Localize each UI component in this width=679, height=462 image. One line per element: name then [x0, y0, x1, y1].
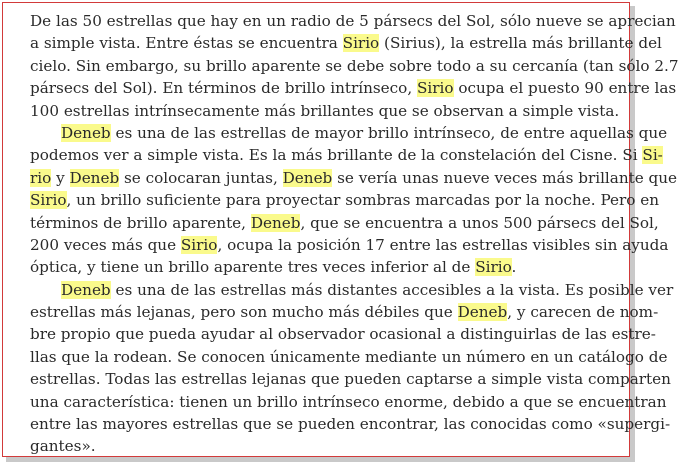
highlighted-term: Deneb [250, 213, 301, 232]
highlighted-term: Deneb [282, 168, 333, 187]
text-segment: entre las mayores estrellas que se pueden encontrar, las conocidas como «supergi- [30, 415, 671, 434]
text-line [30, 32, 662, 54]
text-segment: una característica: tienen un brillo intrínseco enorme, debido a que se encuentran [30, 392, 667, 411]
text-line [30, 391, 667, 413]
highlighted-term: Si- [642, 146, 663, 165]
document-text [30, 10, 679, 458]
text-segment: , ocupa la posición 17 entre las estrellas visibles sin ayuda [217, 235, 669, 254]
text-segment: pársecs del Sol). En términos de brillo intrínseco, [30, 79, 417, 98]
text-segment: De las 50 estrellas que hay en un radio de 5 pársecs del Sol, sólo nueve se aprecian [30, 12, 676, 30]
text-segment: , un brillo suficiente para proyectar sombras marcadas por la noche. Pero en [66, 191, 659, 210]
text-segment: es una de las estrellas más distantes accesibles a la vista. Es posible ver [110, 280, 674, 299]
text-segment: . [511, 258, 517, 277]
highlighted-term: Deneb [61, 123, 111, 142]
text-segment: es una de las estrellas de mayor brillo intrínseco, de entre aquellas que [110, 123, 668, 142]
text-segment: bre propio que pueda ayudar al observador ocasional a distinguirlas de las estre- [30, 325, 656, 344]
highlighted-term: Deneb [61, 280, 111, 299]
highlighted-term: rio [30, 168, 52, 187]
text-segment: se vería unas nueve veces más brillante que [332, 168, 678, 187]
highlighted-term: Sirio [416, 79, 454, 98]
text-line [30, 346, 668, 368]
text-segment: estrellas más lejanas, pero son mucho más débiles que [30, 303, 458, 322]
text-line [30, 301, 659, 323]
paragraph-3 [30, 279, 674, 458]
text-segment: estrellas. Todas las estrellas lejanas que pueden captarse a simple vista comparten [30, 370, 671, 389]
text-segment: a simple vista. Entre éstas se encuentra [30, 34, 343, 53]
text-segment: , que se encuentra a unos 500 pársecs del Sol, [300, 213, 659, 232]
text-line [30, 10, 676, 32]
text-line [30, 167, 678, 189]
text-segment: llas que la rodean. Se conocen únicamente mediante un número en un catálogo de [30, 347, 668, 366]
text-line [30, 77, 677, 99]
text-segment: ocupa el puesto 90 entre las [453, 79, 677, 98]
highlighted-term: Deneb [457, 303, 508, 322]
highlighted-term: Sirio [180, 235, 218, 254]
text-segment: óptica, y tiene un brillo aparente tres veces inferior al de [30, 258, 476, 277]
text-segment: (Sirius), la estrella más brillante del [379, 34, 662, 53]
text-segment: gantes». [30, 437, 96, 456]
text-segment: 200 veces más que [30, 235, 181, 254]
text-segment: cielo. Sin embargo, su brillo aparente se debe sobre todo a su cercanía (tan sólo 2.7 [30, 56, 679, 75]
text-segment: términos de brillo aparente, [30, 213, 251, 232]
text-segment: 100 estrellas intrínsecamente más brillantes que se observan a simple vista. [30, 101, 620, 120]
text-segment: y [51, 168, 70, 187]
text-line [30, 256, 600, 278]
text-segment: podemos ver a simple vista. Es la más brillante de la constelación del Cisne. Si [30, 146, 643, 165]
paragraph-1 [30, 10, 679, 122]
text-line [30, 55, 679, 77]
highlighted-term: Sirio [342, 34, 380, 53]
text-line [30, 100, 620, 122]
text-line [30, 234, 669, 256]
text-line [30, 368, 671, 390]
text-line [30, 122, 668, 144]
text-line [30, 144, 663, 166]
text-segment: se colocaran juntas, [119, 168, 283, 187]
text-line [30, 189, 659, 211]
text-line [30, 413, 671, 435]
highlighted-term: Sirio [475, 258, 512, 277]
text-line [30, 212, 659, 234]
paragraph-2 [30, 122, 678, 279]
text-line [30, 323, 656, 345]
highlighted-term: Deneb [69, 168, 120, 187]
text-line [30, 279, 674, 301]
text-line [30, 435, 600, 457]
highlighted-term: Sirio [30, 191, 67, 210]
text-segment: , y carecen de nom- [507, 303, 659, 322]
